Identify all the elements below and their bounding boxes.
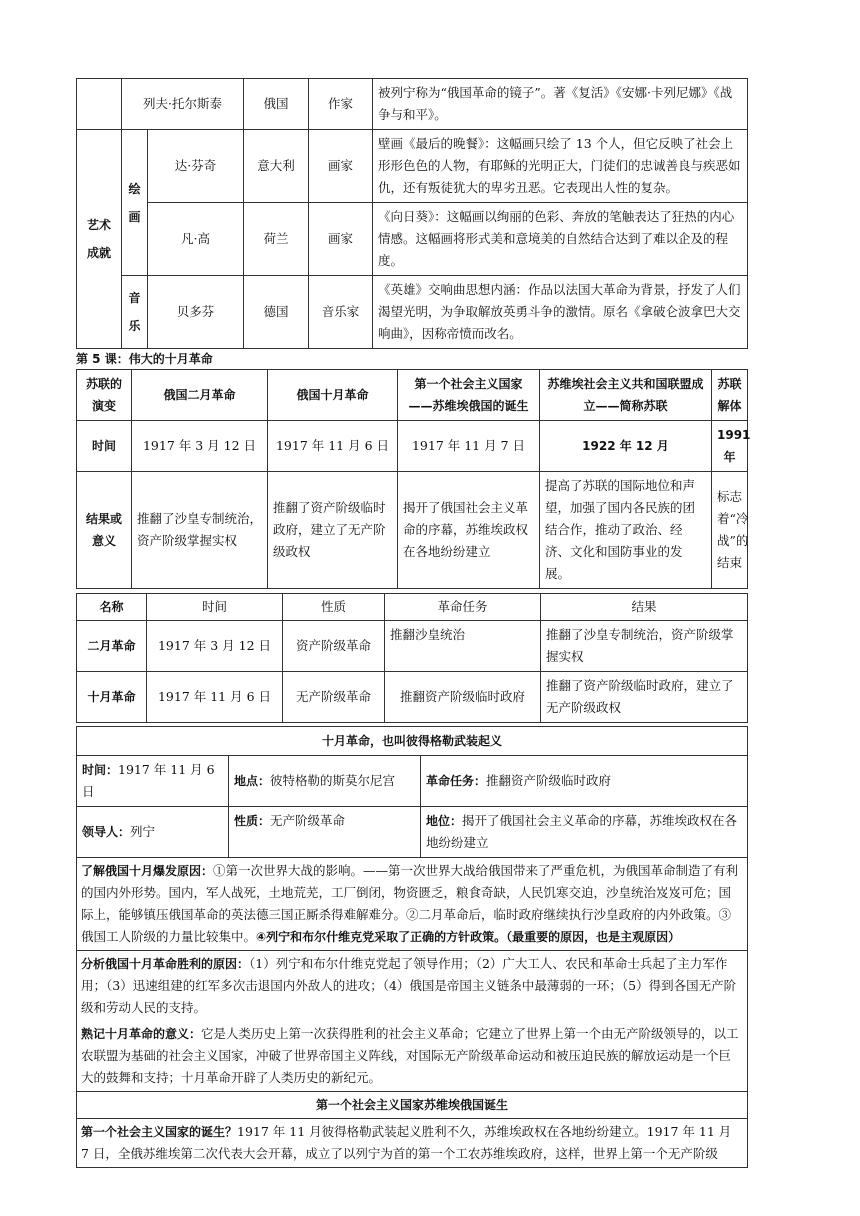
result-cell: 揭开了俄国社会主义革命的序幕，苏维埃政权在各地纷纷建立	[398, 472, 540, 589]
compare-cell: 1917 年 3 月 12 日	[147, 621, 283, 672]
lesson-title: 第 5 课：伟大的十月革命	[76, 352, 213, 366]
compare-header: 结果	[541, 594, 748, 621]
painting-label: 绘画	[122, 130, 148, 276]
soviet-evolution-table	[76, 369, 751, 589]
soviet-header: 苏联的演变	[77, 370, 132, 421]
tolstoy-name: 列夫·托尔斯泰	[122, 79, 244, 130]
soviet-header: 苏维埃社会主义共和国联盟成立——简称苏联	[540, 370, 712, 421]
beethoven-role: 音乐家	[309, 276, 373, 349]
table-row	[77, 621, 748, 672]
time-cell: 1917 年 11 月 7 日	[398, 421, 540, 472]
result-cell: 推翻了沙皇专制统治，资产阶级掌握实权	[132, 472, 268, 589]
table-row	[77, 756, 748, 807]
result-cell: 标志着“冷战”的结束	[712, 472, 748, 589]
soviet-header: 第一个社会主义国家——苏维埃俄国的诞生	[398, 370, 540, 421]
compare-cell: 二月革命	[77, 621, 147, 672]
result-cell: 提高了苏联的国际地位和声望，加强了国内各民族的团结合作，推动了政治、经济、文化和国防事业的发展。	[540, 472, 712, 589]
first-state-title: 第一个社会主义国家苏维埃俄国诞生	[76, 1092, 748, 1119]
table-row	[77, 472, 748, 589]
result-cell: 推翻了资产阶级临时政府，建立了无产阶级政权	[268, 472, 398, 589]
compare-header: 性质	[283, 594, 385, 621]
art-achievements-table	[76, 78, 748, 349]
compare-cell: 无产阶级革命	[283, 672, 385, 723]
soviet-header: 俄国十月革命	[268, 370, 398, 421]
october-time: 时间：1917 年 11 月 6 日	[77, 756, 229, 807]
table-row	[77, 276, 748, 349]
october-leader: 领导人：列宁	[77, 807, 229, 858]
davinci-desc: 壁画《最后的晚餐》：这幅画只绘了 13 个人，但它反映了社会上形形色色的人物，有耶稣的光明正大，门徒们的忠诚善良与疾恶如仇，还有叛徒犹大的卑劣丑恶。它表现出人性的复杂。	[373, 130, 748, 203]
time-label: 时间	[77, 421, 132, 472]
compare-cell: 推翻了沙皇专制统治，资产阶级掌握实权	[541, 621, 748, 672]
beethoven-name: 贝多芬	[148, 276, 244, 349]
tolstoy-role: 作家	[309, 79, 373, 130]
october-task: 革命任务：推翻资产阶级临时政府	[421, 756, 748, 807]
compare-cell: 推翻资产阶级临时政府	[385, 672, 541, 723]
document-page	[76, 78, 751, 1168]
time-cell: 1917 年 11 月 6 日	[268, 421, 398, 472]
october-place: 地点：彼特格勒的斯莫尔尼宫	[229, 756, 421, 807]
compare-cell: 推翻沙皇统治	[385, 621, 541, 672]
beethoven-country: 德国	[244, 276, 309, 349]
vangogh-desc: 《向日葵》：这幅画以绚丽的色彩、奔放的笔触表达了狂热的内心情感。这幅画将形式美和意境美的自然结合达到了难以企及的程度。	[373, 203, 748, 276]
first-state-paragraph: 第一个社会主义国家的诞生？1917 年 11 月彼得格勒武装起义胜利不久，苏维埃政权在各地纷纷建立。1917 年 11 月 7 日，全俄苏维埃第二次代表大会开幕，成立了以列宁为首的第一个工农苏维埃政府，这样，世界上第一个无产阶级	[76, 1119, 748, 1168]
compare-cell: 1917 年 11 月 6 日	[147, 672, 283, 723]
october-title: 十月革命，也叫彼得格勒武装起义	[77, 727, 748, 756]
revolution-compare-table	[76, 593, 748, 723]
beethoven-desc: 《英雄》交响曲思想内涵：作品以法国大革命为背景，抒发了人们渴望光明，为争取解放英勇斗争的激情。原名《拿破仑波拿巴大交响曲》，因称帝愤而改名。	[373, 276, 748, 349]
table-row	[77, 79, 748, 130]
table-row	[77, 203, 748, 276]
compare-cell: 十月革命	[77, 672, 147, 723]
music-label: 音乐	[122, 276, 148, 349]
october-nature: 性质：无产阶级革命	[229, 807, 421, 858]
table-row	[77, 370, 748, 421]
table-row	[77, 594, 748, 621]
reasons-paragraph: 了解俄国十月爆发原因：①第一次世界大战的影响。——第一次世界大战给俄国带来了严重危机，为俄国革命制造了有利的国内外形势。国内，军人战死，土地荒芜，工厂倒闭，物资匮乏，粮食奇缺，人民饥寒交迫，沙皇统治岌岌可危；国际上，能够镇压俄国革命的英法德三国正厮杀得难解难分。②二月革命后，临时政府继续执行沙皇政府的内外政策。③俄国工人阶级的力量比较集中。④列宁和布尔什维克党采取了正确的方针政策。（最重要的原因，也是主观原因）	[76, 858, 748, 951]
compare-header: 时间	[147, 594, 283, 621]
compare-header: 名称	[77, 594, 147, 621]
vangogh-role: 画家	[309, 203, 373, 276]
vangogh-name: 凡·高	[148, 203, 244, 276]
meaning-paragraph: 熟记十月革命的意义：它是人类历史上第一次获得胜利的社会主义革命；它建立了世界上第一个由无产阶级领导的，以工农联盟为基础的社会主义国家，冲破了世界帝国主义阵线，对国际无产阶级革命运动和被压迫民族的解放运动是一个巨大的鼓舞和支持；十月革命开辟了人类历史的新纪元。	[76, 1021, 748, 1092]
art-category-label: 艺术成就	[77, 130, 122, 349]
tolstoy-country: 俄国	[244, 79, 309, 130]
victory-paragraph: 分析俄国十月革命胜利的原因：（1）列宁和布尔什维克党起了领导作用；（2）广大工人、农民和革命士兵起了主力军作用；（3）迅速组建的红军多次击退国内外敌人的进攻；（4）俄国是帝国主义链条中最薄弱的一环；（5）得到各国无产阶级和劳动人民的支持。	[76, 951, 748, 1021]
table-row	[77, 421, 748, 472]
vangogh-country: 荷兰	[244, 203, 309, 276]
soviet-header: 俄国二月革命	[132, 370, 268, 421]
time-cell: 1991 年	[712, 421, 748, 472]
october-status: 地位：揭开了俄国社会主义革命的序幕，苏维埃政权在各地纷纷建立	[421, 807, 748, 858]
compare-header: 革命任务	[385, 594, 541, 621]
october-details-table	[76, 726, 748, 858]
table-row	[77, 130, 748, 203]
compare-cell: 资产阶级革命	[283, 621, 385, 672]
soviet-header: 苏联解体	[712, 370, 748, 421]
tolstoy-desc: 被列宁称为“俄国革命的镜子”。著《复活》《安娜·卡列尼娜》《战争与和平》。	[373, 79, 748, 130]
davinci-country: 意大利	[244, 130, 309, 203]
davinci-name: 达·芬奇	[148, 130, 244, 203]
time-cell: 1922 年 12 月	[540, 421, 712, 472]
result-label: 结果或意义	[77, 472, 132, 589]
table-row	[77, 727, 748, 756]
table-row	[77, 807, 748, 858]
time-cell: 1917 年 3 月 12 日	[132, 421, 268, 472]
table-row	[77, 672, 748, 723]
compare-cell: 推翻了资产阶级临时政府，建立了无产阶级政权	[541, 672, 748, 723]
davinci-role: 画家	[309, 130, 373, 203]
